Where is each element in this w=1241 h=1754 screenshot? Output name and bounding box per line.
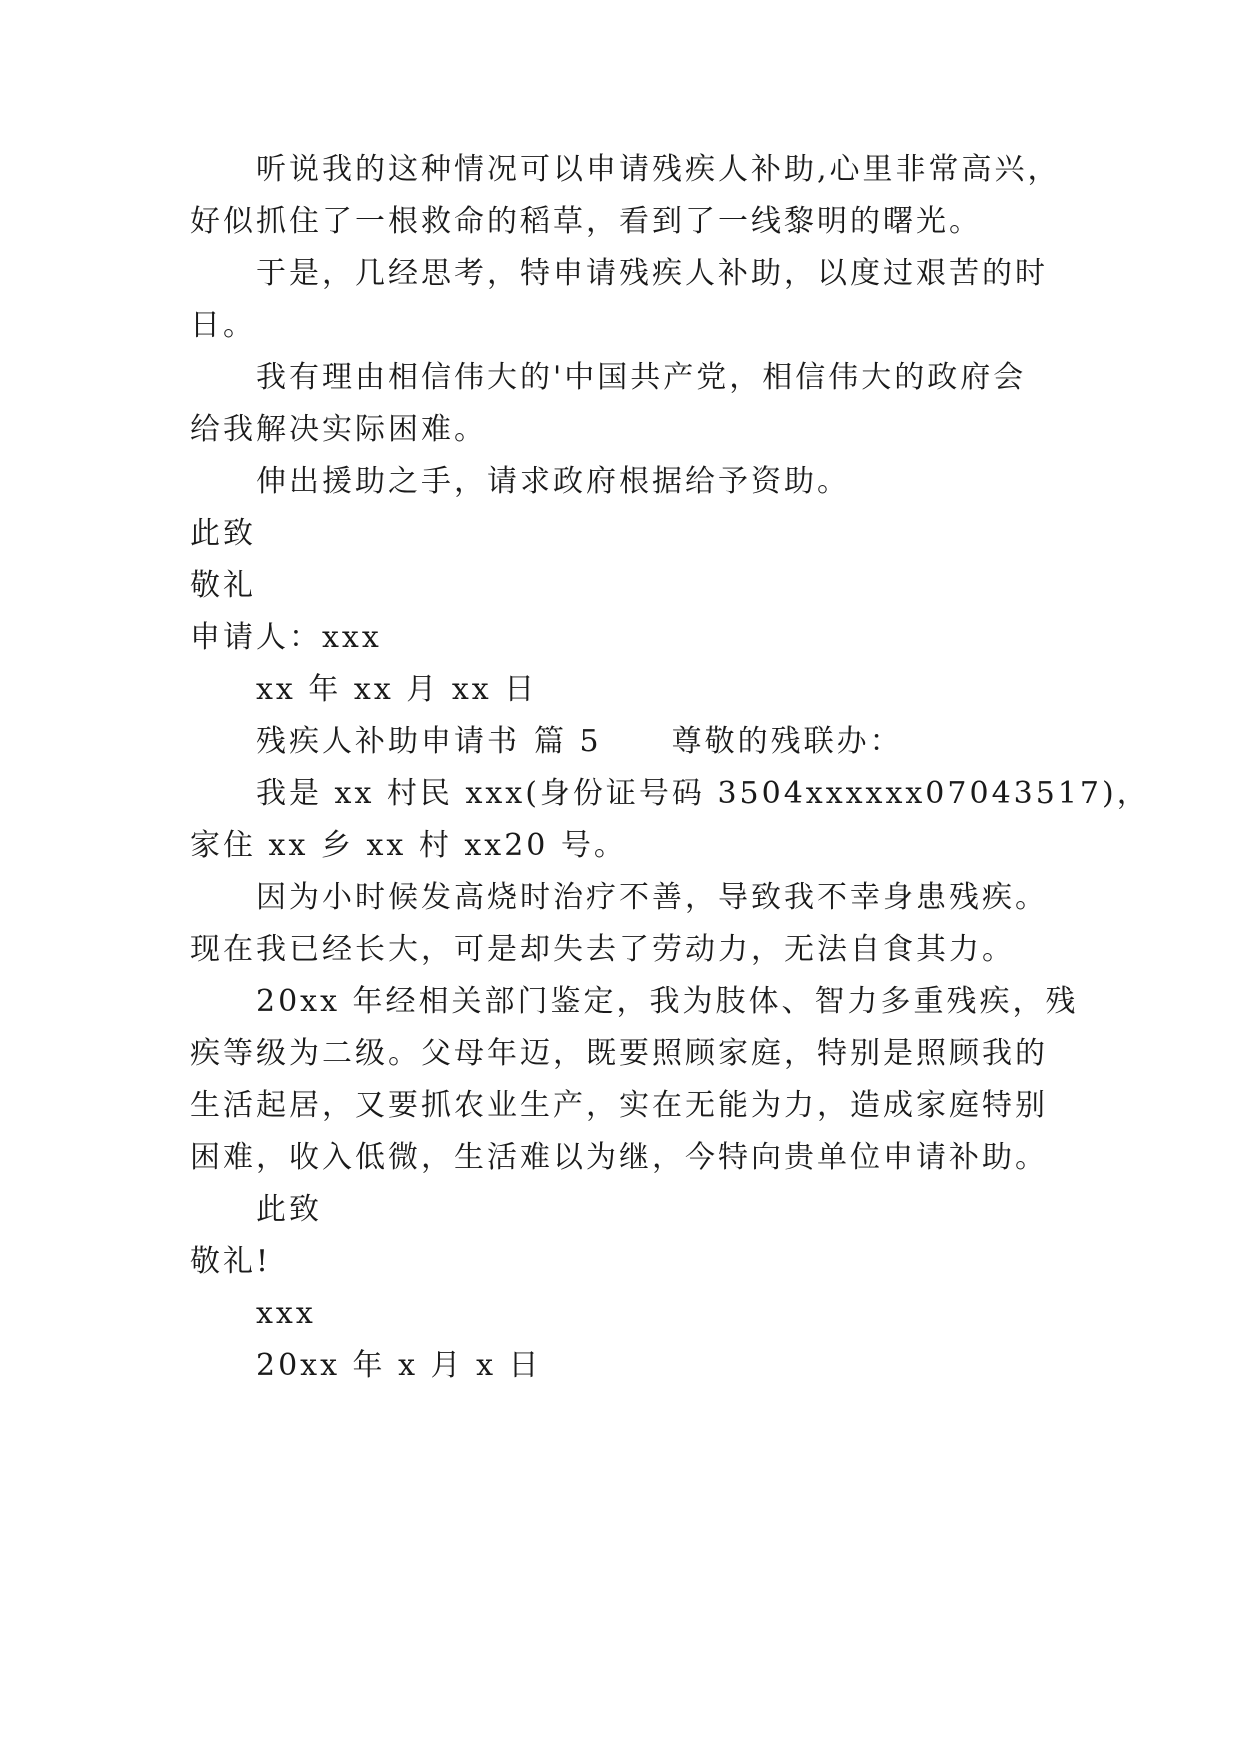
closing-line: 此致 — [190, 516, 256, 551]
date-line: xx 年 xx 月 xx 日 — [256, 672, 538, 707]
paragraph-line: 因为小时候发高烧时治疗不善，导致我不幸身患残疾。 — [256, 880, 1048, 915]
paragraph-line: 好似抓住了一根救命的稻草，看到了一线黎明的曙光。 — [190, 204, 982, 239]
date-line: 20xx 年 x 月 x 日 — [256, 1348, 542, 1383]
paragraph-line: 我有理由相信伟大的'中国共产党，相信伟大的政府会 — [256, 360, 1027, 395]
section-heading-line — [256, 722, 903, 762]
paragraph-line: 疾等级为二级。父母年迈，既要照顾家庭，特别是照顾我的 — [190, 1036, 1048, 1071]
paragraph-line: 听说我的这种情况可以申请残疾人补助,心里非常高兴， — [256, 152, 1061, 187]
paragraph-line: 于是，几经思考，特申请残疾人补助，以度过艰苦的时 — [256, 256, 1048, 291]
paragraph-line: 家住 xx 乡 xx 村 xx20 号。 — [190, 828, 627, 863]
applicant-line: 申请人：xxx — [190, 620, 382, 655]
signature-line: xxx — [256, 1296, 316, 1331]
section-part: 篇 5 — [534, 724, 602, 759]
paragraph-line: 现在我已经长大，可是却失去了劳动力，无法自食其力。 — [190, 932, 1015, 967]
section-title: 残疾人补助申请书 — [256, 724, 520, 759]
paragraph-line: 给我解决实际困难。 — [190, 412, 487, 447]
closing-line: 敬礼 — [190, 568, 256, 603]
closing-line: 敬礼! — [190, 1244, 272, 1279]
paragraph-line: 生活起居，又要抓农业生产，实在无能为力，造成家庭特别 — [190, 1088, 1048, 1123]
paragraph-line: 困难，收入低微，生活难以为继，今特向贵单位申请补助。 — [190, 1140, 1048, 1175]
paragraph-line: 20xx 年经相关部门鉴定，我为肢体、智力多重残疾，残 — [256, 984, 1079, 1019]
paragraph-line: 伸出援助之手，请求政府根据给予资助。 — [256, 464, 850, 499]
paragraph-line: 我是 xx 村民 xxx(身份证号码 3504xxxxxx07043517)， — [256, 776, 1150, 811]
salutation: 尊敬的残联办： — [671, 724, 903, 759]
paragraph-line: 日。 — [190, 308, 256, 343]
closing-line: 此致 — [256, 1192, 322, 1227]
